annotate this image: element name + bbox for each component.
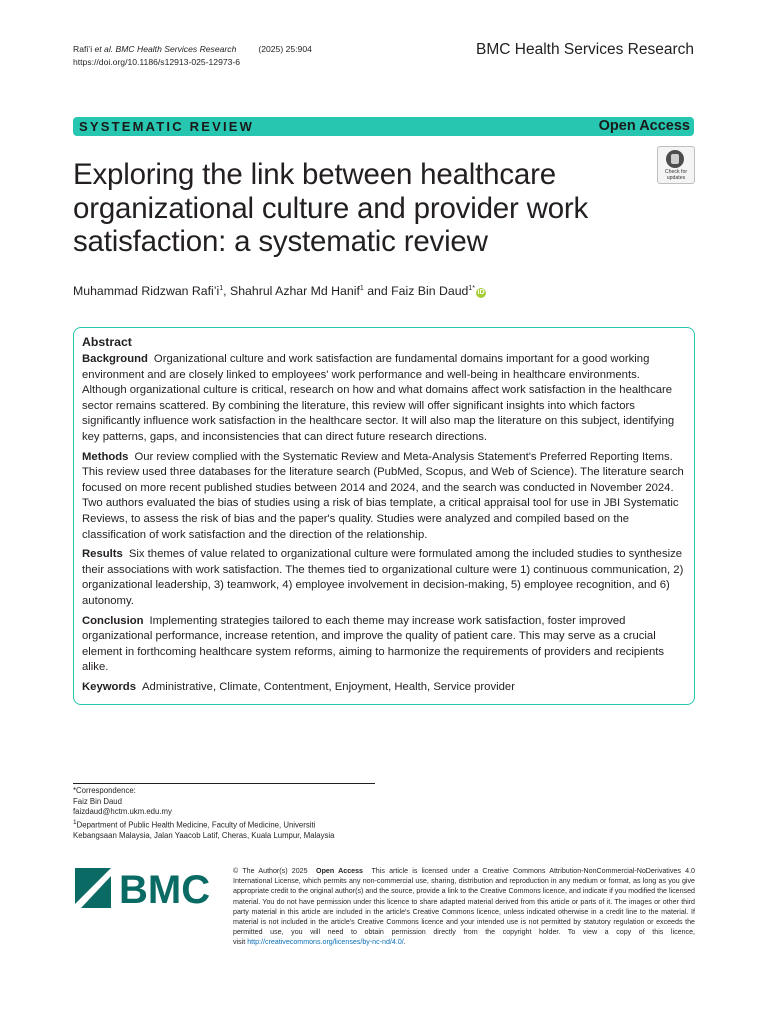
- article-type: SYSTEMATIC REVIEW: [79, 119, 255, 134]
- article-type-banner: [73, 117, 694, 136]
- check-updates-icon: [666, 150, 684, 168]
- license-open-access: Open Access: [316, 867, 363, 875]
- check-updates-line2: updates: [666, 175, 686, 181]
- footnotes: [73, 786, 335, 842]
- section-label: Methods: [82, 450, 129, 463]
- correspondence-label: *Correspondence:: [73, 786, 136, 795]
- license-body: This article is licensed under a Creative Commons Attribution-NonCommercial-NoDerivatives 4.0 International License, which permits any non-commercial use, sharing, distribution and reproduction in any medium or format, as long as you give appropriate credit to the original author(s) and the source, provide a link to the Creative Commons licence, and indicate if you modified the licensed material. You do not have permission under this licence to share adapted material derived from this article or parts of it. The images or other third party material in this article are included in the article's Creative Commons licence, unless indicated otherwise in a credit line to the material. If material is not included in the article's Creative Commons licence and your intended use is not permitted by statutory regulation or exceeds the permitted use, you will need to obtain permission directly from the copyright holder. To view a copy of this licence, visit: [233, 867, 695, 947]
- section-label: Results: [82, 548, 123, 561]
- journal-name: BMC Health Services Research: [476, 41, 694, 58]
- section-label: Keywords: [82, 680, 136, 693]
- license-link[interactable]: http://creativecommons.org/licenses/by-nc-nd/4.0/: [247, 938, 404, 947]
- abstract-results: Results Six themes of value related to organizational culture were formulated among the included studies to synthesize their associations with work satisfaction. The themes tied to organizational culture were 1) continuous communication, 2) organizational leadership, 3) teamwork, 4) employee involvement in decision-making, 5) employee recognition, and 6) autonomy.: [82, 548, 684, 607]
- section-label: Background: [82, 353, 148, 365]
- author-name: Muhammad Ridzwan Rafi’i: [73, 284, 220, 298]
- citation-authors: Rafi’i: [73, 44, 95, 54]
- abstract-heading: Abstract: [82, 335, 132, 349]
- open-access-label: Open Access: [598, 118, 690, 134]
- check-updates-line1: Check for: [664, 169, 688, 175]
- affiliation-mark: 1: [73, 818, 77, 826]
- abstract-methods: Methods Our review complied with the Systematic Review and Meta-Analysis Statement's Preferred Reporting Items. This review used three databases for the literature search (PubMed, Scopus, and Web of Science). The literature search focused on more recent published studies between 2014 and 2024, and the search was conducted in November 2024. Two authors evaluated the bias of studies using a risk of bias template, a critical appraisal tool for use in JBI Systematic Reviews, to assess the risk of bias and the paper's quality. Studies were analyzed and compiled based on the classification of work satisfaction and the direction of the relationship.: [82, 450, 684, 541]
- section-label: Conclusion: [82, 614, 144, 627]
- author-name: Shahrul Azhar Md Hanif: [230, 284, 360, 298]
- bmc-logo-text: BMC: [119, 868, 211, 910]
- author-name: and Faiz Bin Daud: [367, 284, 469, 298]
- correspondence-name: Faiz Bin Daud: [73, 796, 122, 806]
- license-text: © The Author(s) 2025 Open Access This article is licensed under a Creative Commons Attribution-NonCommercial-NoDerivatives 4.0 International License, which permits any non-commercial use, sharing, distribution and reproduction in any medium or format, as long as you give appropriate credit to the original author(s) and the source, provide a link to the Creative Commons licence, and indicate if you modified the licensed material. You do not have permission under this licence to share adapted material derived from this article or parts of it. The images or other third party material in this article are included in the article's Creative Commons licence, unless indicated otherwise in a credit line to the material. If material is not included in the article's Creative Commons licence and your intended use is not permitted by statutory regulation or exceeds the permitted use, you will need to obtain permission directly from the copyright holder. To view a copy of this licence, visit http://creativecommons.org/licenses/by-nc-nd/4.0/.: [233, 867, 695, 947]
- doi-link[interactable]: https://doi.org/10.1186/s12913-025-12973-6: [73, 57, 241, 67]
- copyright: © The Author(s) 2025: [233, 867, 308, 875]
- citation-year-volume: (2025) 25:904: [258, 44, 312, 54]
- footnote-divider: [73, 783, 375, 784]
- check-for-updates-badge[interactable]: [657, 146, 695, 184]
- author-affiliation-mark: 1*: [468, 284, 475, 292]
- abstract-keywords: Keywords Administrative, Climate, Contentment, Enjoyment, Health, Service provider: [82, 680, 515, 693]
- abstract-background: Background Organizational culture and work satisfaction are fundamental domains important for a good working environment and are closely linked to employees' work performance and well-being in healthcare environments. Although organizational culture is critical, research on how and what domains affect work satisfaction in the healthcare sector remains scattered. By combining the literature, this review will offer significant insights into which factors significantly influence work satisfaction in the healthcare sector. It will also map the literature on this subject, identifying key patterns, gaps, and inconsistencies that can direct future research directions.: [82, 353, 675, 443]
- article-title: Exploring the link between healthcare organizational culture and provider work satisfaction: a systematic review: [73, 158, 589, 258]
- abstract-conclusion: Conclusion Implementing strategies tailored to each theme may increase work satisfaction, foster improved organizational performance, increase retention, and improve the quality of patient care. This may serve as a crucial element in forthcoming healthcare system reforms, aiming to harmonize the requirements of providers and recipients alike.: [82, 614, 665, 674]
- citation-journal: et al. BMC Health Services Research: [94, 44, 237, 54]
- affiliation-line2: Kebangsaan Malaysia, Jalan Yaacob Latif, Cheras, Kuala Lumpur, Malaysia: [73, 830, 335, 840]
- orcid-icon[interactable]: iD: [477, 289, 485, 296]
- author-list: Muhammad Ridzwan $Rafi’i^1$, Shahrul Azhar Md Hanif$^1$ and Faiz Bin Daud$^{1*}$iD: [73, 284, 485, 298]
- correspondence-email[interactable]: faizdaud@hctm.ukm.edu.my: [73, 807, 172, 817]
- author-affiliation-mark: 1: [219, 284, 224, 292]
- author-affiliation-mark: 1: [359, 284, 364, 292]
- bmc-logo: [73, 864, 213, 910]
- affiliation-line1: Department of Public Health Medicine, Faculty of Medicine, Universiti: [76, 820, 316, 830]
- abstract-box: [73, 327, 695, 705]
- citation-header: [73, 43, 312, 69]
